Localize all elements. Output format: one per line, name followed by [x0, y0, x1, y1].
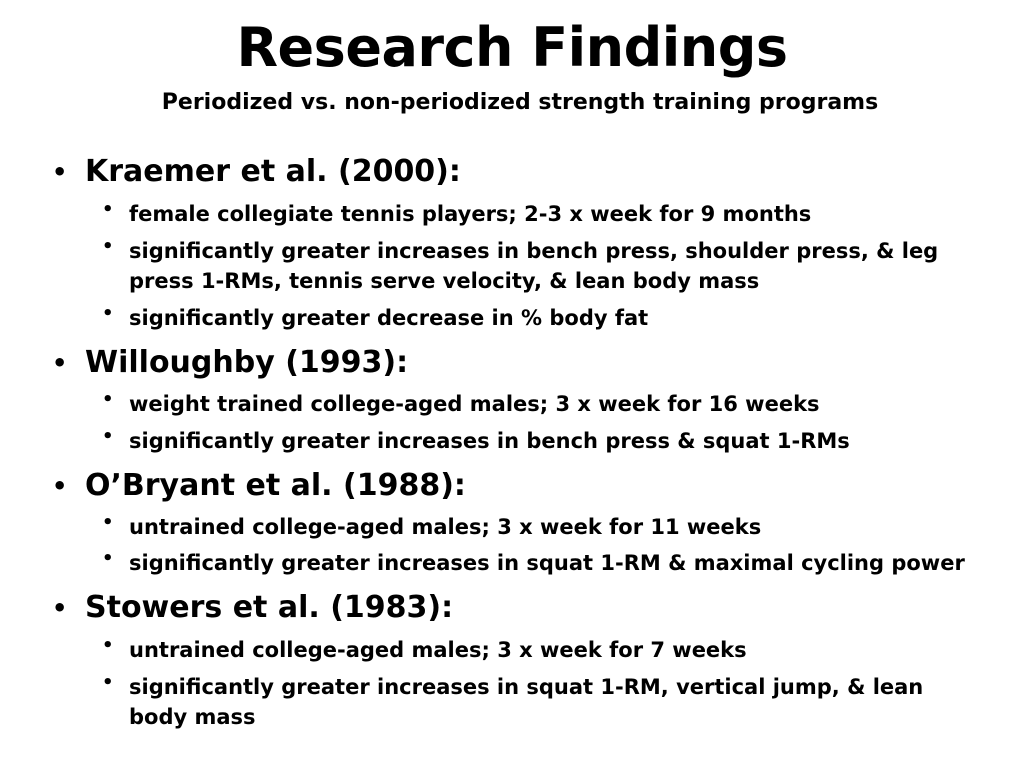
study-heading: O’Bryant et al. (1988): [85, 468, 466, 503]
study-point: significantly greater increases in bench press, shoulder press, & leg press 1-RMs, tennis serve velocity, & lean body mass [129, 239, 939, 293]
bullet-icon: • [52, 349, 68, 377]
study-heading: Kraemer et al. (2000): [85, 154, 461, 189]
study-point: weight trained college-aged males; 3 x week for 16 weeks [129, 392, 820, 416]
bullet-icon: • [52, 594, 68, 622]
study-heading: Willoughby (1993): [85, 345, 409, 380]
study-point: untrained college-aged males; 3 x week for 7 weeks [129, 638, 747, 662]
bullet-icon: • [102, 236, 114, 257]
study-point: female collegiate tennis players; 2-3 x week for 9 months [129, 202, 812, 226]
bullet-icon: • [102, 199, 114, 220]
bullet-icon: • [102, 548, 114, 569]
bullet-icon: • [102, 389, 114, 410]
study-point: significantly greater increases in bench press & squat 1-RMs [129, 429, 850, 453]
study-heading: Stowers et al. (1983): [85, 590, 454, 625]
bullet-icon: • [102, 426, 114, 447]
bullet-icon: • [102, 303, 114, 324]
study-point: significantly greater increases in squat 1-RM & maximal cycling power [129, 551, 965, 575]
slide-title: Research Findings [236, 16, 788, 79]
study-point: significantly greater decrease in % body fat [129, 306, 649, 330]
study-point: untrained college-aged males; 3 x week for 11 weeks [129, 515, 762, 539]
bullet-icon: • [52, 158, 68, 186]
bullet-icon: • [102, 635, 114, 656]
bullet-icon: • [52, 472, 68, 500]
bullet-icon: • [102, 672, 114, 693]
bullet-icon: • [102, 512, 114, 533]
study-point: significantly greater increases in squat 1-RM, vertical jump, & lean body mass [129, 675, 924, 729]
slide-subtitle: Periodized vs. non-periodized strength training programs [161, 90, 879, 115]
